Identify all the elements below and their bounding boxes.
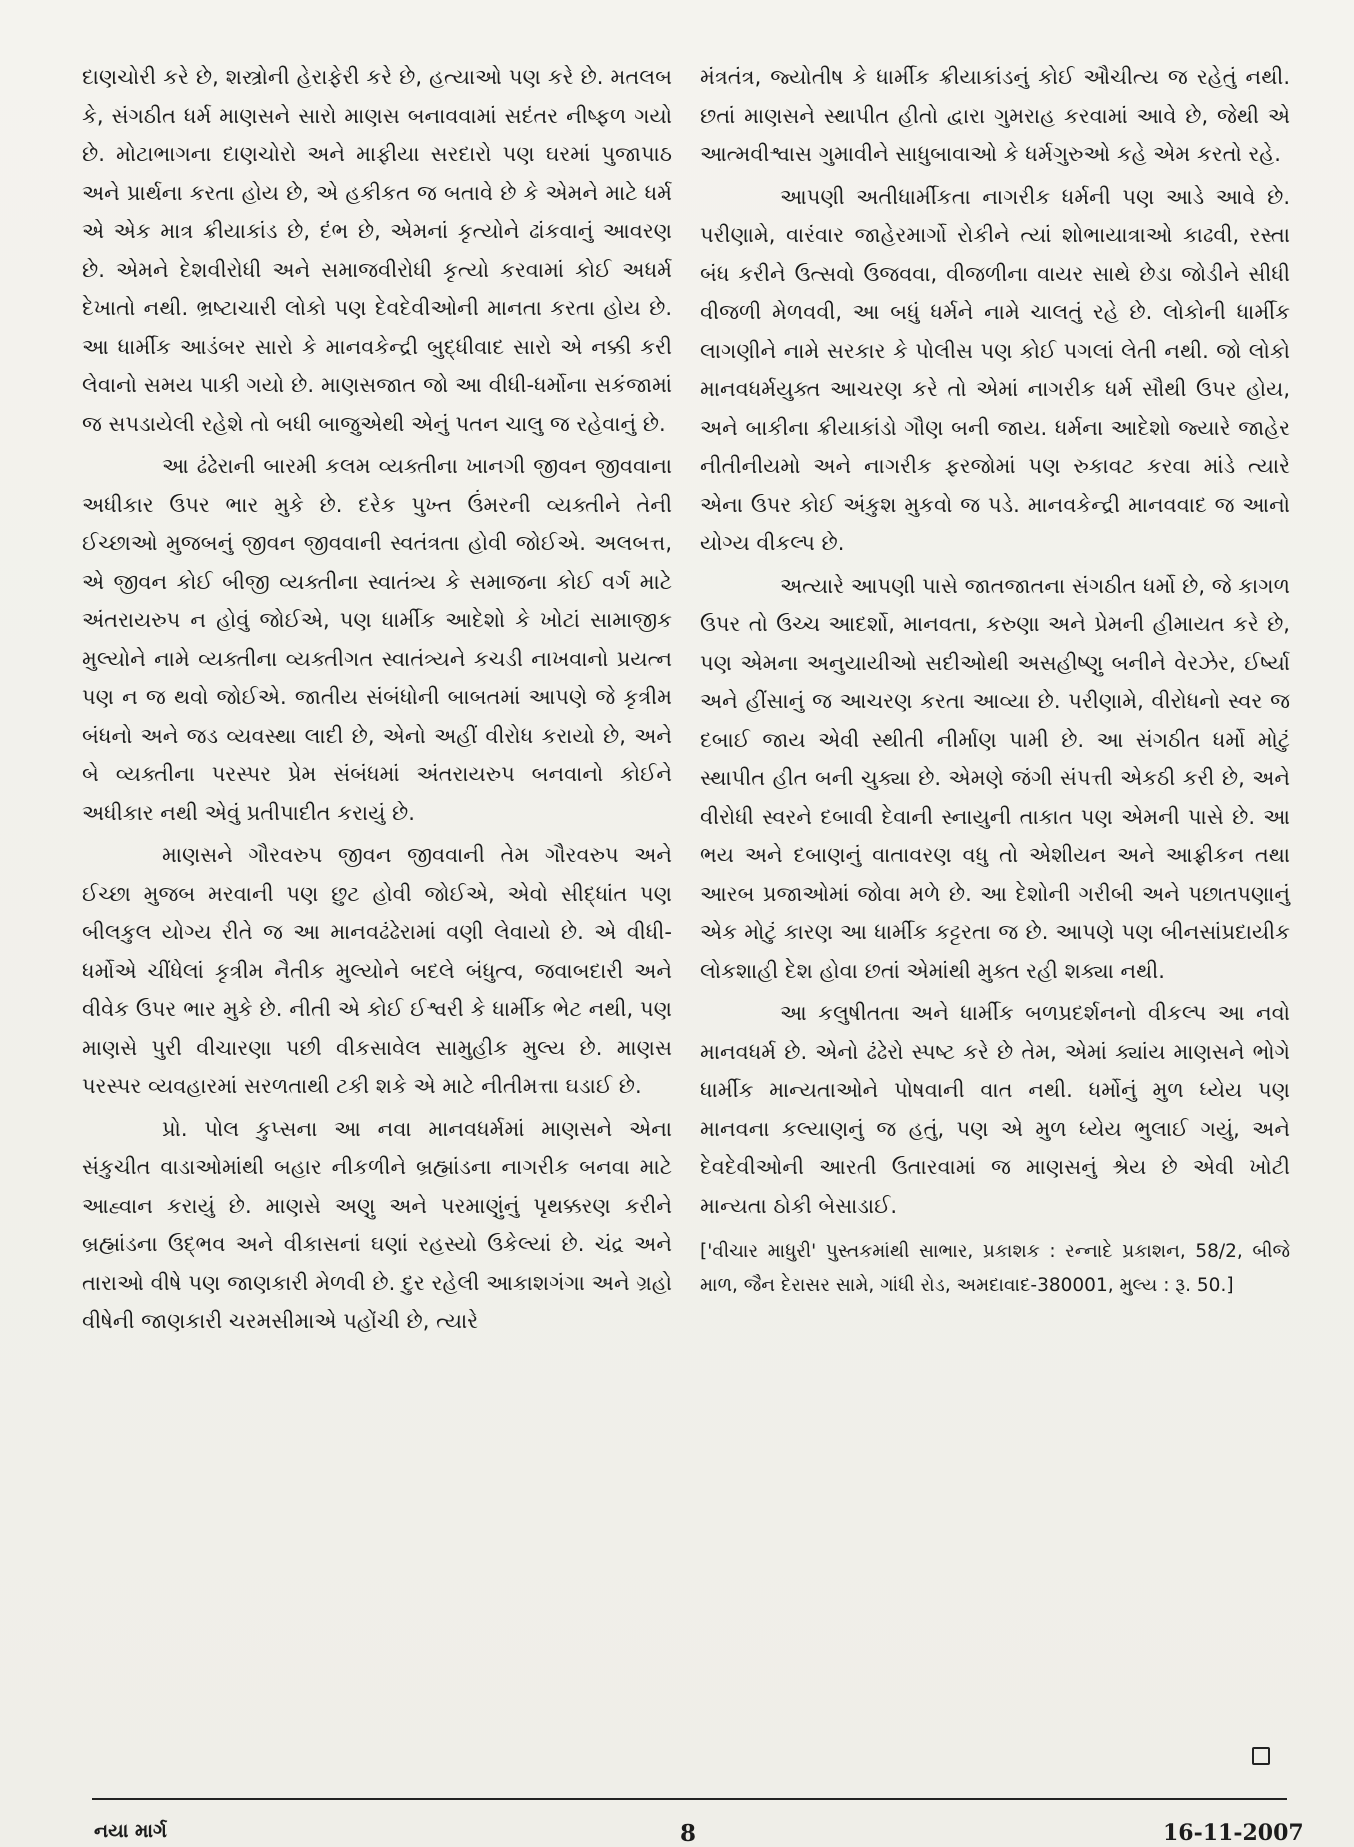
publication-name: નયા માર્ગ: [94, 1820, 167, 1842]
left-paragraph-3: માણસને ગૌરવરુપ જીવન જીવવાની તેમ ગૌરવરુપ અને ઈચ્છા મુજબ મરવાની પણ છુટ હોવી જોઈએ, એવો સીદ્ધાંત પણ બીલકુલ યોગ્ય રીતે જ આ માનવઢંઢેરામાં વણી લેવાયો છે. એ વીધી-ધર્મોએ ચીંધેલાં કૃત્રીમ નૈતીક મુલ્યોને બદલે બંધુત્વ, જવાબદારી અને વીવેક ઉપર ભાર મુકે છે. નીતી એ કોઈ ઈશ્વરી કે ધાર્મીક ભેટ નથી, પણ માણસે પુરી વીચારણા પછી વીકસાવેલ સામુહીક મુલ્ય છે. માણસ પરસ્પર વ્યવહારમાં સરળતાથી ટકી શકે એ માટે નીતીમત્તા ઘડાઈ છે.: [82, 843, 672, 1098]
page-number: 8: [680, 1820, 697, 1847]
left-column: [82, 58, 672, 1341]
left-paragraph-1: દાણચોરી કરે છે, શસ્ત્રોની હેરાફેરી કરે છે, હત્યાઓ પણ કરે છે. મતલબ કે, સંગઠીત ધર્મ માણસને સારો માણસ બનાવવામાં સદંતર નીષ્ફળ ગયો છે. મોટાભાગના દાણચોરો અને માફીયા સરદારો પણ ઘરમાં પુજાપાઠ અને પ્રાર્થના કરતા હોય છે, એ હકીકત જ બતાવે છે કે એમને માટે ધર્મ એ એક માત્ર ક્રીયાકાંડ છે, દંભ છે, એમનાં કૃત્યોને ઢાંકવાનું આવરણ છે. એમને દેશવીરોધી અને સમાજવીરોધી કૃત્યો કરવામાં કોઈ અધર્મ દેખાતો નથી. ભ્રષ્ટાચારી લોકો પણ દેવદેવીઓની માનતા કરતા હોય છે. આ ધાર્મીક આડંબર સારો કે માનવકેન્દ્રી બુદ્ધીવાદ સારો એ નક્કી કરી લેવાનો સમય પાકી ગયો છે. માણસજાત જો આ વીધી-ધર્મોના સકંજામાં જ સપડાયેલી રહેશે તો બધી બાજુએથી એનું પતન ચાલુ જ રહેવાનું છે.: [82, 65, 672, 436]
source-note: ['વીચાર માધુરી' પુસ્તકમાંથી સાભાર, પ્રકાશક : રન્નાદે પ્રકાશન, 58/2, બીજે માળ, જૈન દેરાસર સામે, ગાંધી રોડ, અમદાવાદ-380001, મુલ્ય : રૂ. 50.]: [700, 1241, 1290, 1296]
left-paragraph-4: પ્રો. પોલ કુપ્સના આ નવા માનવધર્મમાં માણસને એના સંકુચીત વાડાઓમાંથી બહાર નીકળીને બ્રહ્માંડના નાગરીક બનવા માટે આહ્વાન કરાયું છે. માણસે અણુ અને પરમાણુંનું પૃથક્કરણ કરીને બ્રહ્માંડના ઉદ્ભવ અને વીકાસનાં ઘણાં રહસ્યો ઉકેલ્યાં છે. ચંદ્ર અને તારાઓ વીષે પણ જાણકારી મેળવી છે. દુર રહેલી આકાશગંગા અને ગ્રહો વીષેની જાણકારી ચરમસીમાએ પહોંચી છે, ત્યારે: [82, 1116, 672, 1333]
right-paragraph-3: અત્યારે આપણી પાસે જાતજાતના સંગઠીત ધર્મો છે, જે કાગળ ઉપર તો ઉચ્ચ આદર્શો, માનવતા, કરુણા અને પ્રેમની હીમાયત કરે છે, પણ એમના અનુયાયીઓ સદીઓથી અસહીષ્ણુ બનીને વેરઝેર, ઈર્ષ્યા અને હીંસાનું જ આચરણ કરતા આવ્યા છે. પરીણામે, વીરોધનો સ્વર જ દબાઈ જાય એવી સ્થીતી નીર્માણ પામી છે. આ સંગઠીત ધર્મો મોટું સ્થાપીત હીત બની ચુક્યા છે. એમણે જંગી સંપત્તી એકઠી કરી છે, અને વીરોધી સ્વરને દબાવી દેવાની સ્નાયુની તાકાત પણ એમની પાસે છે. આ ભય અને દબાણનું વાતાવરણ વધુ તો એશીયન અને આફ્રીકન તથા આરબ પ્રજાઓમાં જોવા મળે છે. આ દેશોની ગરીબી અને પછાતપણાનું એક મોટું કારણ આ ધાર્મીક કટ્ટરતા જ છે. આપણે પણ બીનસાંપ્રદાયીક લોકશાહી દેશ હોવા છતાં એમાંથી મુક્ત રહી શક્યા નથી.: [700, 573, 1290, 983]
right-paragraph-2: આપણી અતીધાર્મીકતા નાગરીક ધર્મની પણ આડે આવે છે. પરીણામે, વારંવાર જાહેરમાર્ગો રોકીને ત્યાં શોભાયાત્રાઓ કાઢવી, રસ્તા બંધ કરીને ઉત્સવો ઉજવવા, વીજળીના વાયર સાથે છેડા જોડીને સીધી વીજળી મેળવવી, આ બધું ધર્મને નામે ચાલતું રહે છે. લોકોની ધાર્મીક લાગણીને નામે સરકાર કે પોલીસ પણ કોઈ પગલાં લેતી નથી. જો લોકો માનવધર્મયુક્ત આચરણ કરે તો એમાં નાગરીક ધર્મ સૌથી ઉપર હોય, અને બાકીના ક્રીયાકાંડો ગૌણ બની જાય. ધર્મના આદેશો જ્યારે જાહેર નીતીનીયમો અને નાગરીક ફરજોમાં પણ રુકાવટ કરવા માંડે ત્યારે એના ઉપર કોઈ અંકુશ મુકવો જ પડે. માનવકેન્દ્રી માનવવાદ જ આનો યોગ્ય વીકલ્પ છે.: [700, 184, 1290, 555]
right-column: [700, 58, 1290, 1322]
right-paragraph-4: આ કલુષીતતા અને ધાર્મીક બળપ્રદર્શનનો વીકલ્પ આ નવો માનવધર્મ છે. એનો ઢંઢેરો સ્પષ્ટ કરે છે તેમ, એમાં ક્યાંય માણસને ભોગે ધાર્મીક માન્યતાઓને પોષવાની વાત નથી. ધર્મોનું મુળ ધ્યેય પણ માનવના કલ્યાણનું જ હતું, પણ એ મુળ ધ્યેય ભુલાઈ ગયું, અને દેવદેવીઓની આરતી ઉતારવામાં જ માણસનું શ્રેય છે એવી ખોટી માન્યતા ઠોકી બેસાડાઈ.: [700, 1001, 1290, 1218]
end-mark-icon: [1252, 1747, 1270, 1765]
issue-date: 16-11-2007: [1163, 1820, 1304, 1846]
left-paragraph-2: આ ઢંઢેરાની બારમી કલમ વ્યક્તીના ખાનગી જીવન જીવવાના અધીકાર ઉપર ભાર મુકે છે. દરેક પુખ્ત ઉંમરની વ્યક્તીને તેની ઈચ્છાઓ મુજબનું જીવન જીવવાની સ્વતંત્રતા હોવી જોઈએ. અલબત્ત, એ જીવન કોઈ બીજી વ્યક્તીના સ્વાતંત્ર્ય કે સમાજના કોઈ વર્ગ માટે અંતરાયરુપ ન હોવું જોઈએ, પણ ધાર્મીક આદેશો કે ખોટાં સામાજીક મુલ્યોને નામે વ્યક્તીના વ્યક્તીગત સ્વાતંત્ર્યને કચડી નાખવાનો પ્રયત્ન પણ ન જ થવો જોઈએ. જાતીય સંબંધોની બાબતમાં આપણે જે કૃત્રીમ બંધનો અને જડ વ્યવસ્થા લાદી છે, એનો અહીં વીરોધ કરાયો છે, અને બે વ્યક્તીના પરસ્પર પ્રેમ સંબંધમાં અંતરાયરુપ બનવાનો કોઈને અધીકાર નથી એવું પ્રતીપાદીત કરાયું છે.: [82, 454, 672, 825]
right-paragraph-1: મંત્રતંત્ર, જ્યોતીષ કે ધાર્મીક ક્રીયાકાંડનું કોઈ ઔચીત્ય જ રહેતું નથી. છતાં માણસને સ્થાપીત હીતો દ્વારા ગુમરાહ કરવામાં આવે છે, જેથી એ આત્મવીશ્વાસ ગુમાવીને સાધુબાવાઓ કે ધર્મગુરુઓ કહે એમ કરતો રહે.: [700, 65, 1290, 166]
footer-divider: [92, 1798, 1287, 1800]
